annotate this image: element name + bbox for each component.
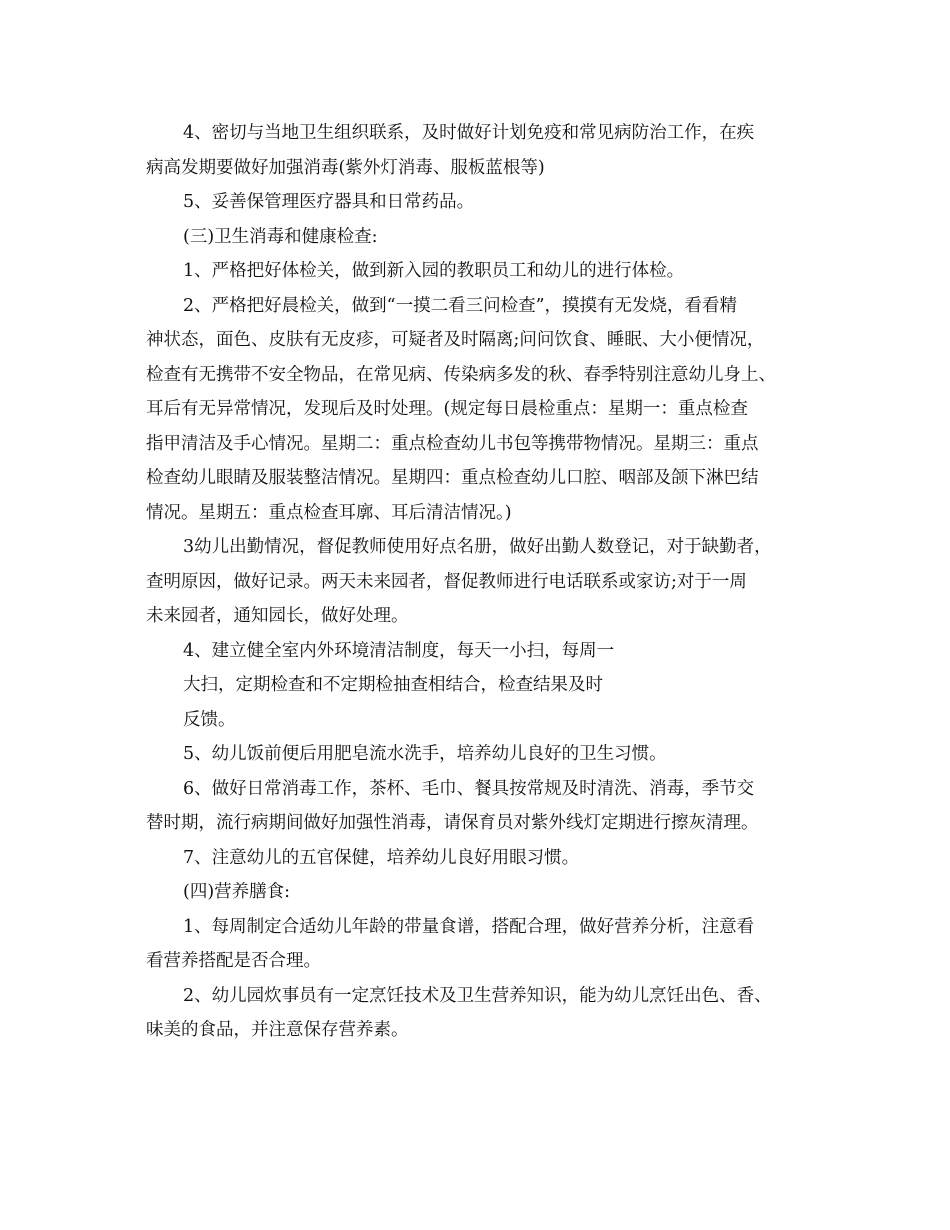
text-line: (四)营养膳食:	[183, 882, 291, 902]
text-line: 2、严格把好晨检关，做到“一摸二看三问检查”，摸摸有无发烧，看看精	[183, 295, 738, 316]
text-line: 4、建立健全室内外环境清洁制度，每天一小扫，每周一	[183, 640, 615, 661]
text-line: 检查有无携带不安全物品，在常见病、传染病多发的秋、春季特别注意幼儿身上、	[146, 364, 776, 385]
text-line: 7、注意幼儿的五官保健，培养幼儿良好用眼习惯。	[183, 847, 580, 868]
text-line: 指甲清洁及手心情况。星期二：重点检查幼儿书包等携带物情况。星期三：重点	[146, 433, 759, 454]
text-line: 大扫，定期检查和不定期检抽查相结合，检查结果及时	[183, 675, 603, 695]
text-line: 看营养搭配是否合理。	[146, 951, 321, 971]
text-line: 神状态，面色、皮肤有无皮疹，可疑者及时隔离;问问饮食、睡眠、大小便情况，	[146, 330, 765, 350]
text-line: 味美的食品，并注意保存营养素。	[146, 1020, 409, 1040]
text-line: 3幼儿出勤情况，督促教师使用好点名册，做好出勤人数登记，对于缺勤者，	[183, 537, 772, 557]
text-line: 情况。星期五：重点检查耳廓、耳后清洁情况。)	[146, 502, 512, 523]
text-line: (三)卫生消毒和健康检查:	[183, 226, 378, 247]
document-body	[146, 116, 816, 1048]
text-line: 反馈。	[183, 709, 236, 730]
text-line: 1、每周制定合适幼儿年龄的带量食谱，搭配合理，做好营养分析，注意看	[183, 916, 755, 937]
text-line: 4、密切与当地卫生组织联系，及时做好计划免疫和常见病防治工作，在疾	[183, 123, 755, 143]
text-line: 2、幼儿园炊事员有一定烹饪技术及卫生营养知识，能为幼儿烹饪出色、香、	[183, 985, 772, 1006]
text-line: 5、妥善保管理医疗器具和日常药品。	[183, 192, 475, 212]
text-line: 检查幼儿眼睛及服装整洁情况。星期四：重点检查幼儿口腔、咽部及颌下淋巴结	[146, 468, 759, 488]
text-line: 6、做好日常消毒工作，茶杯、毛巾、餐具按常规及时清洗、消毒，季节交	[183, 778, 755, 799]
text-line: 替时期，流行病期间做好加强性消毒，请保育员对紫外线灯定期进行擦灰清理。	[146, 813, 759, 833]
text-line: 查明原因，做好记录。两天未来园者，督促教师进行电话联系或家访;对于一周	[146, 571, 747, 592]
text-line: 未来园者，通知园长，做好处理。	[146, 606, 409, 626]
text-line: 1、严格把好体检关，做到新入园的教职员工和幼儿的进行体检。	[183, 261, 685, 281]
text-line: 耳后有无异常情况，发现后及时处理。(规定每日晨检重点：星期一：重点检查	[146, 399, 748, 419]
text-line: 5、幼儿饭前便后用肥皂流水洗手，培养幼儿良好的卫生习惯。	[183, 744, 667, 764]
text-line: 病高发期要做好加强消毒(紫外灯消毒、服板蓝根等)	[146, 157, 545, 178]
